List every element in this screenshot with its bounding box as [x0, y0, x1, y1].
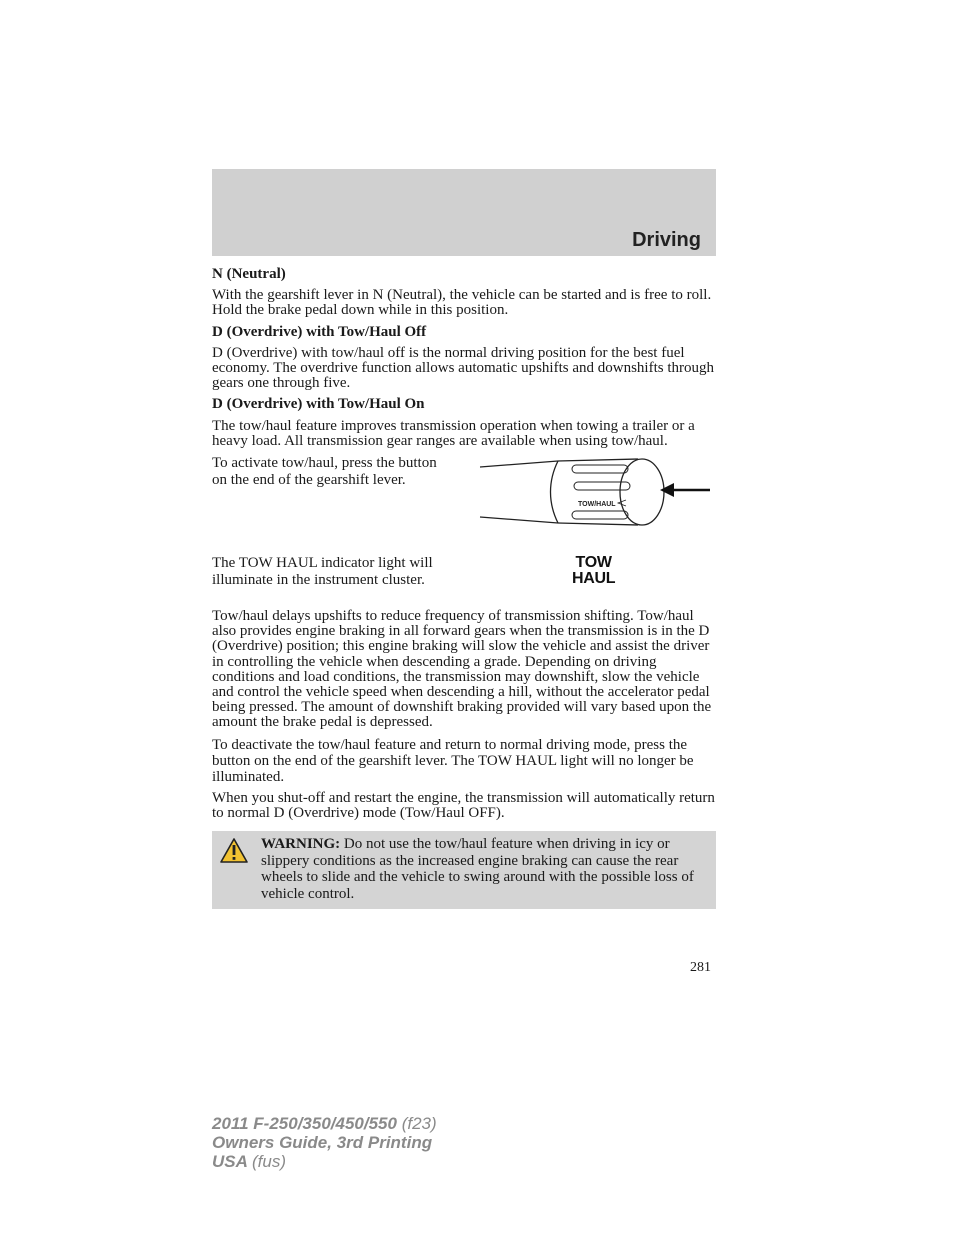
indicator-line-1: TOW	[575, 554, 612, 572]
footer-model-code: (f23)	[401, 1114, 437, 1133]
page-content	[212, 267, 716, 909]
heading-tow-off: D (Overdrive) with Tow/Haul Off	[212, 323, 427, 340]
warning-box	[212, 831, 716, 909]
heading-tow-on: D (Overdrive) with Tow/Haul On	[212, 396, 425, 413]
paragraph-indicator: The TOW HAUL indicator light will illuminate in the instrument cluster.	[212, 555, 433, 588]
paragraph-restart: When you shut-off and restart the engine, the transmission will automatically return to normal D (Overdrive) mode (Tow/Haul OFF).	[212, 789, 715, 821]
warning-triangle-icon	[219, 837, 249, 864]
footer-region-code: (fus)	[252, 1152, 286, 1171]
paragraph-tow-on: The tow/haul feature improves transmission operation when towing a trailer or a heavy load. All transmission gear ranges are available when using tow/haul.	[212, 417, 695, 449]
footer-region: USA	[212, 1152, 248, 1171]
footer	[212, 1114, 437, 1171]
paragraph-deactivate: To deactivate the tow/haul feature and return to normal driving mode, press the button on the end of the gearshift lever. The TOW HAUL light will no longer be illuminated.	[212, 736, 694, 785]
page-number: 281	[690, 960, 711, 975]
section-title: Driving	[632, 229, 701, 251]
paragraph-activate: To activate tow/haul, press the button on the end of the gearshift lever.	[212, 455, 437, 488]
tow-haul-indicator-icon	[572, 555, 615, 587]
indicator-line-2: HAUL	[572, 570, 616, 588]
paragraph-delays: Tow/haul delays upshifts to reduce frequency of transmission shifting. Tow/haul also provides engine braking in all forward gears when the transmission is in the D (Overdrive) position; this engine braking will slow the vehicle and assist the driver in controlling the vehicle when descending a grade. Depending on driving conditions and load conditions, the transmission may downshift, slow the vehicle and control the vehicle speed when descending a hill, without the accelerator pedal being pressed. The amount of downshift braking provided will vary based upon the amount the brake pedal is depressed.	[212, 608, 712, 731]
lever-button-label: TOW/HAUL	[578, 501, 616, 509]
paragraph-tow-off: D (Overdrive) with tow/haul off is the normal driving position for the best fuel economy. The overdrive function allows automatic upshifts and downshifts through gears one through five.	[212, 344, 714, 392]
section-header-band	[212, 169, 716, 256]
paragraph-neutral: With the gearshift lever in N (Neutral), the vehicle can be started and is free to roll. Hold the brake pedal down while in this position.	[212, 287, 712, 319]
warning-label: WARNING:	[261, 836, 341, 853]
heading-neutral: N (Neutral)	[212, 266, 286, 282]
indicator-row	[212, 555, 716, 609]
footer-guide: Owners Guide, 3rd Printing	[212, 1133, 433, 1152]
activate-row	[212, 455, 716, 555]
footer-model: 2011 F-250/350/450/550	[212, 1114, 397, 1133]
warning-text: Do not use the tow/haul feature when driving in icy or slippery conditions as the increased engine braking can cause the rear wheels to slide and the vehicle to swing around with the possible loss of vehicle control.	[261, 836, 694, 902]
gearshift-lever-illustration	[478, 451, 714, 533]
